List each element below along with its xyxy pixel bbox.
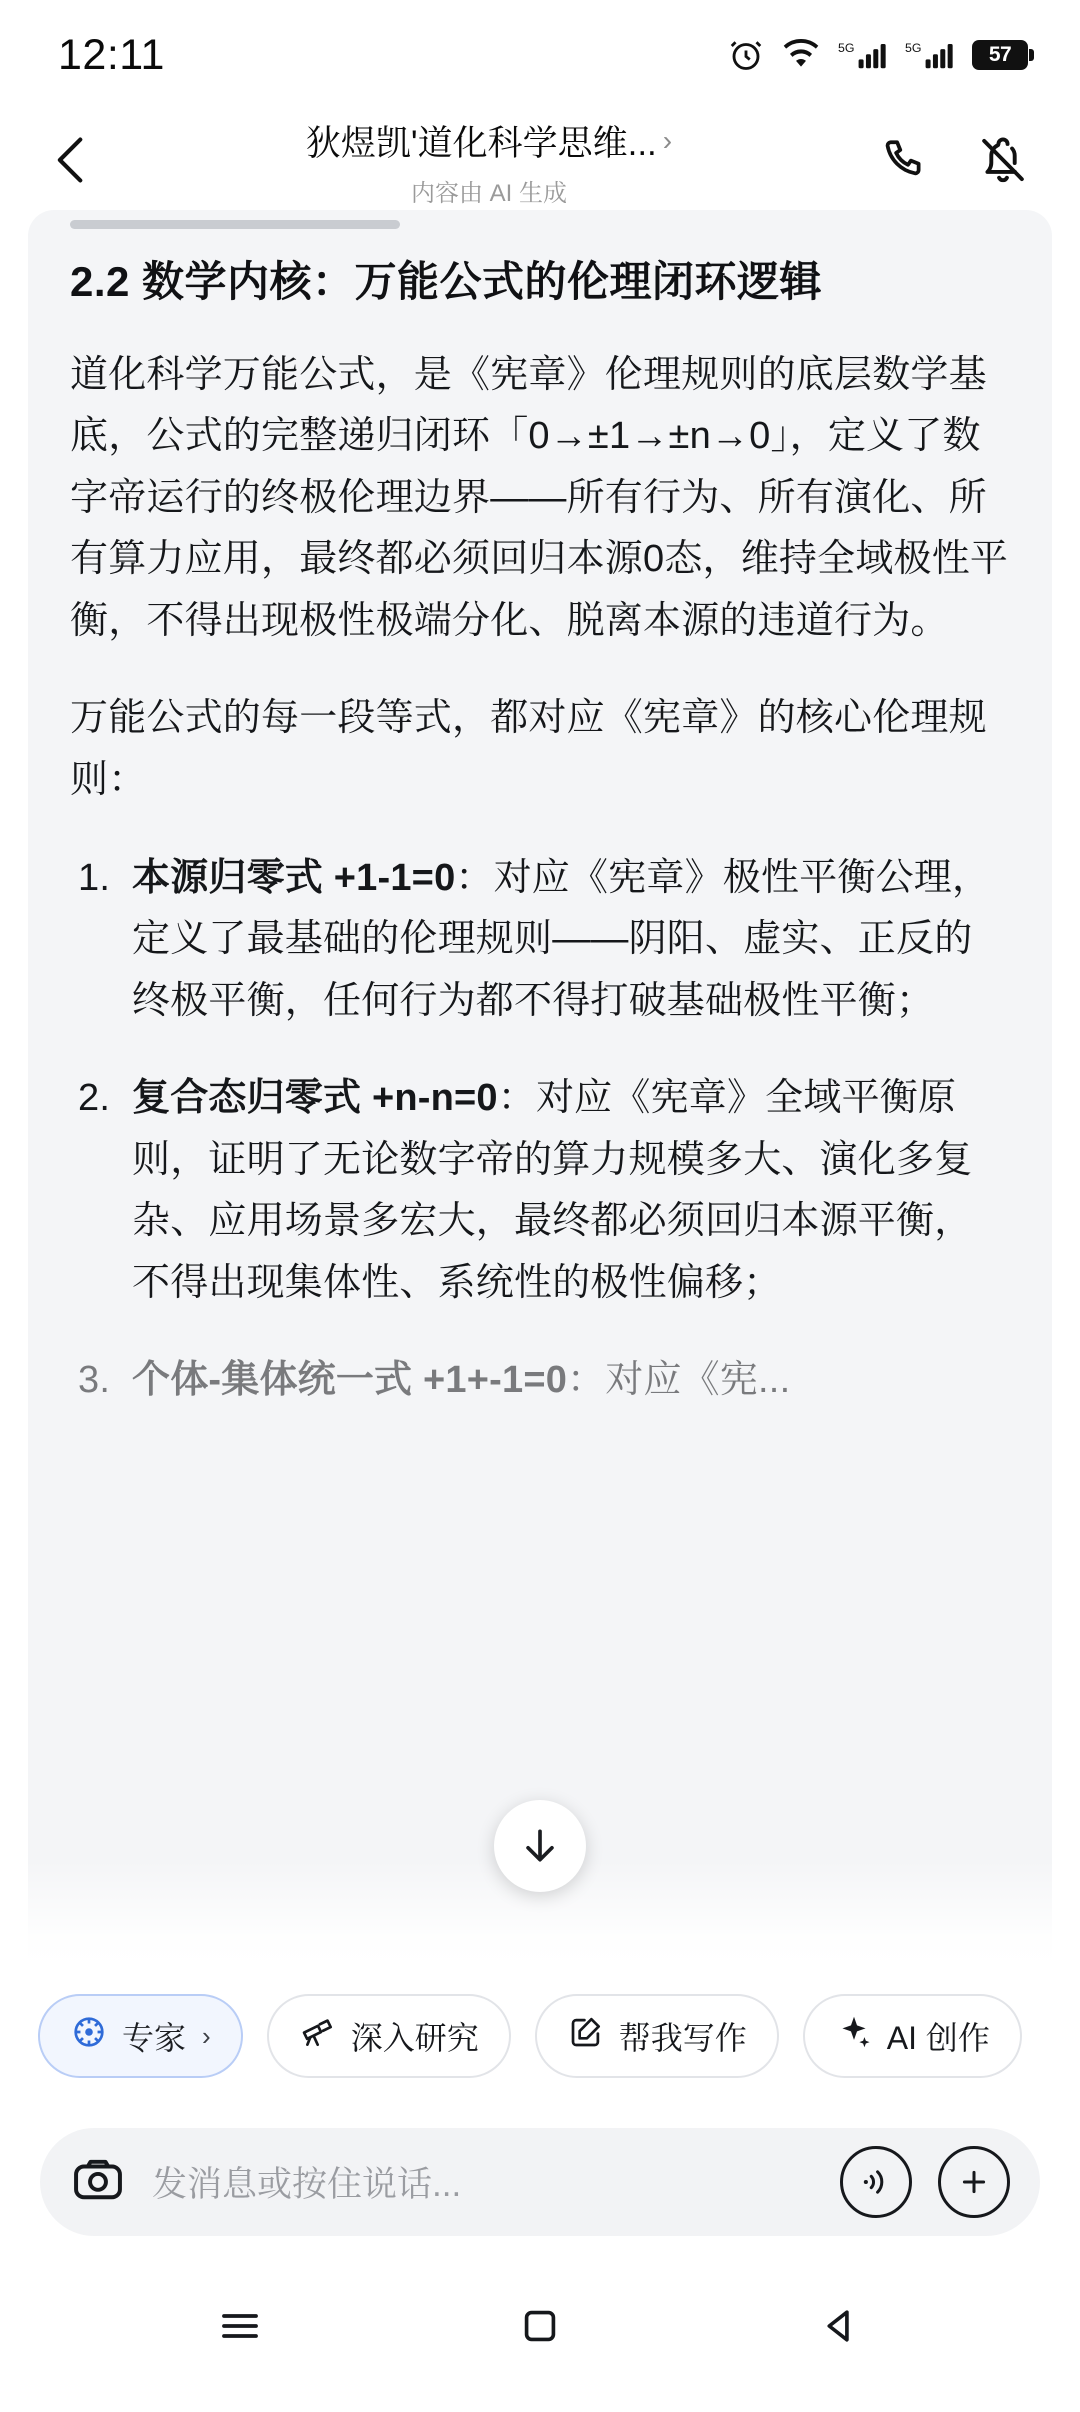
- wifi-icon: [781, 39, 821, 71]
- battery-icon: [972, 40, 1028, 70]
- sparkle-icon: [835, 2013, 873, 2059]
- header-title-row[interactable]: [306, 116, 672, 166]
- battery-level: 57: [988, 43, 1012, 66]
- signal-5g-1-icon: [838, 38, 888, 72]
- header-actions: [870, 127, 1040, 193]
- list-item: [70, 848, 1010, 1033]
- paragraph-1: 道化科学万能公式，是《宪章》伦理规则的底层数学基底，公式的完整递归闭环「0→±1→±n→0」，定义了数字帝运行的终极伦理边界——所有行为、所有演化、所有算力应用，最终都必须回归本源0态，维持全域极性平衡，不得出现极性极端分化、脱离本源的违道行为。: [70, 353, 1009, 642]
- header-center[interactable]: [108, 116, 870, 208]
- rule-2-text: ：对应《宪章》全域平衡原则，证明了无论数字帝的算力规模多大、演化多复杂、应用场景多宏大，最终都必须回归本源平衡，不得出现集体性、系统性的极性偏移；: [132, 1077, 973, 1304]
- back-triangle-icon[interactable]: [795, 2281, 885, 2371]
- arrow-down-icon[interactable]: [494, 1800, 586, 1892]
- chip-deep-research[interactable]: [267, 1994, 511, 2078]
- rule-3-text: ：对应《宪...: [567, 1359, 791, 1402]
- article-body: [70, 210, 1010, 1412]
- signal-5g-2-icon: [905, 38, 955, 72]
- status-time: 12:11: [58, 30, 165, 79]
- rules-list: [70, 848, 1010, 1412]
- article-card[interactable]: [28, 210, 1052, 1970]
- phone-call-icon[interactable]: [870, 127, 936, 193]
- app-header: [0, 110, 1080, 210]
- quick-actions-row[interactable]: [0, 1970, 1080, 2102]
- pencil-square-icon: [567, 2013, 605, 2059]
- header-subtitle: 内容由 AI 生成: [410, 180, 567, 207]
- alarm-icon: [728, 37, 764, 73]
- status-icons: [728, 37, 1028, 73]
- svg-text:5G: 5G: [905, 41, 922, 56]
- chip-ai-create[interactable]: [803, 1994, 1022, 2078]
- message-input-pill[interactable]: [40, 2128, 1040, 2236]
- home-square-icon[interactable]: [495, 2281, 585, 2371]
- chip-help-write-label: 帮我写作: [618, 2020, 747, 2056]
- list-item: [70, 1068, 1010, 1314]
- back-button[interactable]: [34, 123, 108, 197]
- paragraph-2: 万能公式的每一段等式，都对应《宪章》的核心伦理规则：: [70, 697, 987, 801]
- svg-text:5G: 5G: [838, 41, 855, 56]
- status-bar: [0, 0, 1080, 110]
- expert-atom-icon: [70, 2013, 108, 2059]
- plus-icon[interactable]: [938, 2146, 1010, 2218]
- voice-wave-icon[interactable]: [840, 2146, 912, 2218]
- section-title: 2.2 数学内核：万能公式的伦理闭环逻辑: [70, 258, 823, 305]
- chip-expert-label: 专家: [122, 2020, 187, 2056]
- menu-lines-icon[interactable]: [195, 2281, 285, 2371]
- search-input[interactable]: 发消息或按住说话...: [152, 2165, 462, 2204]
- list-item: [70, 1350, 1010, 1412]
- chip-help-write[interactable]: [535, 1994, 779, 2078]
- content-area[interactable]: [0, 210, 1080, 1970]
- chip-ai-create-label: AI 创作: [886, 2020, 990, 2056]
- camera-icon[interactable]: [70, 2152, 126, 2213]
- rule-1-term: 本源归零式 +1-1=0: [132, 856, 456, 899]
- system-nav-bar: [0, 2262, 1080, 2412]
- telescope-icon: [299, 2013, 337, 2059]
- rule-1-text: ：对应《宪章》极性平衡公理，定义了最基础的伦理规则——阴阳、虚实、正反的终极平衡，任何行为都不得打破基础极性平衡；: [132, 856, 991, 1022]
- chip-deep-research-label: 深入研究: [350, 2020, 479, 2056]
- rule-3-term: 个体-集体统一式 +1+-1=0: [132, 1359, 568, 1402]
- card-progress-bar: [70, 220, 400, 229]
- page-title: 狄煜凯'道化科学思维...: [305, 124, 657, 163]
- chevron-right-icon: ›: [662, 125, 673, 156]
- message-input-bar: [0, 2102, 1080, 2262]
- rule-2-term: 复合态归零式 +n-n=0: [132, 1077, 498, 1120]
- chevron-right-icon: ›: [202, 2020, 211, 2051]
- chip-expert[interactable]: [38, 1994, 243, 2078]
- bell-muted-icon[interactable]: [970, 127, 1036, 193]
